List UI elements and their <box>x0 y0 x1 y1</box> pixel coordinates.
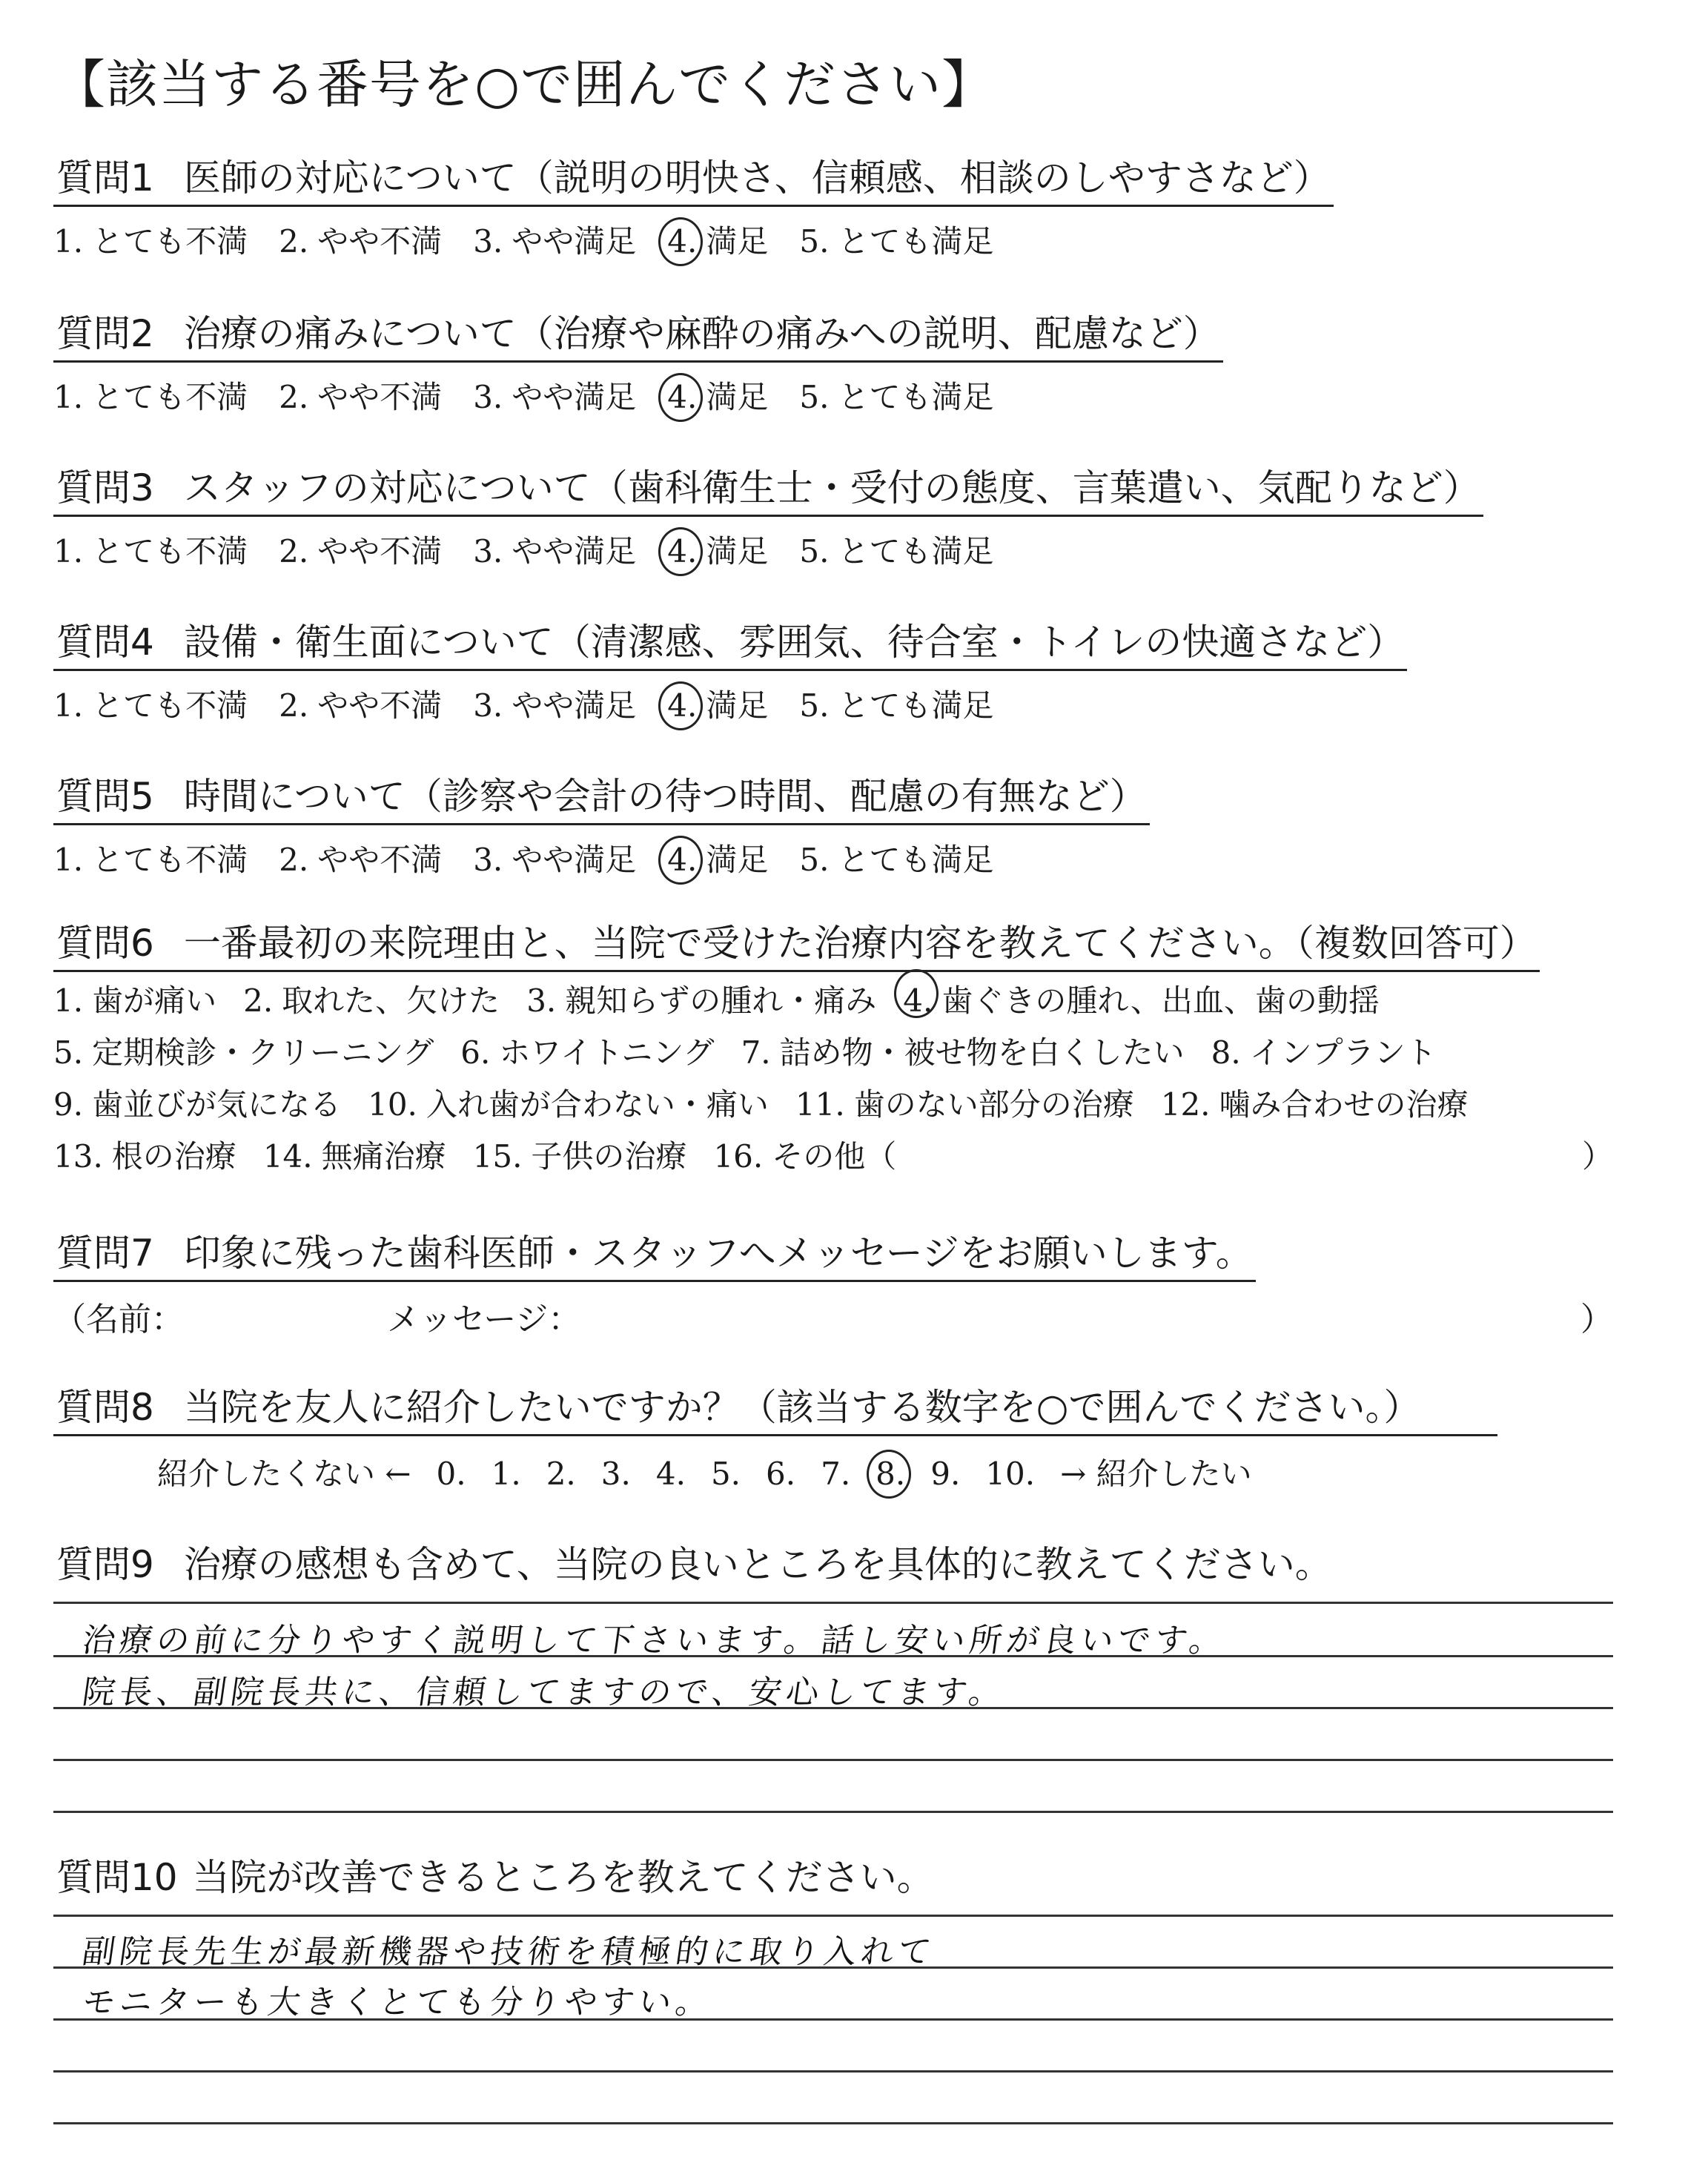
question-text: 時間について（診察や会計の待つ時間、配慮の有無など） <box>183 775 1147 818</box>
answer-line <box>53 1811 1613 1813</box>
option-label: 歯ぐきの腫れ、出血、歯の動揺 <box>941 982 1380 1019</box>
answer-line <box>53 1966 1613 1969</box>
scale-value[interactable]: 5. <box>710 1456 741 1492</box>
rating-option[interactable] <box>799 527 993 572</box>
answer-line <box>53 1655 1613 1657</box>
option-label: とても不満 <box>92 687 248 724</box>
answer-line <box>53 1602 1613 1604</box>
option-label: やや満足 <box>512 687 637 724</box>
question-number: 質問9 <box>56 1543 154 1586</box>
rating-option[interactable] <box>667 373 768 417</box>
question-number: 質問3 <box>56 466 154 509</box>
option-label: とても不満 <box>92 379 248 415</box>
option-number: 3. <box>473 223 503 260</box>
option-label: 詰め物・被せ物を白くしたい <box>779 1034 1185 1071</box>
question-10-heading <box>53 1848 937 1904</box>
option-number: 1. <box>53 687 84 724</box>
question-9 <box>53 1535 1335 1591</box>
question-text: 一番最初の来院理由と、当院で受けた治療内容を教えてください。（複数回答可） <box>183 922 1537 965</box>
option-label: とても満足 <box>838 533 994 569</box>
selected-option-number: 4. <box>667 379 698 415</box>
treatment-option[interactable] <box>53 1027 434 1079</box>
rating-option[interactable] <box>799 373 993 417</box>
question-number: 質問8 <box>56 1386 154 1429</box>
option-number: 1. <box>53 982 84 1019</box>
rating-option[interactable] <box>279 217 442 262</box>
answer-line <box>53 1759 1613 1761</box>
treatment-option[interactable] <box>473 1131 687 1183</box>
option-label: 取れた、欠けた <box>282 982 500 1019</box>
question-8-heading <box>53 1378 1497 1436</box>
option-number: 9. <box>53 1086 84 1123</box>
option-label: 親知らずの腫れ・痛み <box>565 982 877 1019</box>
option-label: 満足 <box>706 687 769 724</box>
treatment-option[interactable] <box>903 975 1380 1027</box>
selected-option-number: 4. <box>903 975 933 1027</box>
other-close: ） <box>1581 1138 1613 1175</box>
question-text: 医師の対応について（説明の明快さ、信頼感、相談のしやすさなど） <box>183 156 1331 199</box>
scale-value[interactable]: 0. <box>436 1456 466 1492</box>
option-label: やや不満 <box>317 842 443 878</box>
option-number: 11. <box>795 1086 845 1123</box>
option-number: 1. <box>53 223 84 260</box>
question-9-heading <box>53 1535 1335 1591</box>
option-label: やや満足 <box>512 379 637 415</box>
q9-answer-line-2: 院長、副院長共に、信頼してますので、安心してます。 <box>79 1674 1009 1711</box>
name-label: （名前： <box>53 1301 184 1338</box>
rating-option[interactable] <box>279 836 442 880</box>
option-label: とても満足 <box>838 687 994 724</box>
question-6-heading <box>53 914 1540 972</box>
rating-options <box>53 836 1150 880</box>
option-number: 2. <box>279 533 309 569</box>
q9-answer-line-1: 治療の前に分りやすく説明して下さいます。話し安い所が良いです。 <box>79 1622 1229 1659</box>
question-5-heading <box>53 767 1150 825</box>
rating-option[interactable] <box>279 373 442 417</box>
option-number: 2. <box>243 982 274 1019</box>
option-label: やや不満 <box>317 379 443 415</box>
option-label: とても不満 <box>92 533 248 569</box>
rating-option[interactable] <box>473 527 636 572</box>
question-4 <box>53 612 1407 726</box>
question-text: スタッフの対応について（歯科衛生士・受付の態度、言葉遣い、気配りなど） <box>183 466 1480 509</box>
option-number: 7. <box>741 1034 771 1071</box>
question-7 <box>53 1223 1613 1340</box>
option-label: 子供の治療 <box>531 1138 687 1175</box>
option-label: 満足 <box>706 533 769 569</box>
option-label: 歯が痛い <box>92 982 217 1019</box>
rating-option[interactable] <box>667 217 768 262</box>
rating-options <box>53 527 1483 572</box>
rating-option[interactable] <box>473 681 636 726</box>
question-text: 設備・衛生面について（清潔感、雰囲気、待合室・トイレの快適さなど） <box>183 621 1405 664</box>
option-number: 3. <box>473 842 503 878</box>
rating-option[interactable] <box>53 373 248 417</box>
treatment-option[interactable] <box>795 1079 1134 1131</box>
scale-value[interactable]: 7. <box>821 1456 851 1492</box>
scale-value[interactable]: 10. <box>985 1456 1036 1492</box>
rating-option[interactable] <box>473 836 636 880</box>
rating-option[interactable] <box>667 527 768 572</box>
treatment-option[interactable] <box>263 1131 446 1183</box>
question-2-heading <box>53 304 1223 363</box>
rating-option[interactable] <box>799 217 993 262</box>
question-6 <box>53 914 1613 1183</box>
rating-options <box>53 373 1223 417</box>
answer-line <box>53 2122 1613 2124</box>
option-label: 歯並びが気になる <box>92 1086 342 1123</box>
question-3-heading <box>53 458 1483 517</box>
option-label: 無痛治療 <box>321 1138 446 1175</box>
question-number: 質問1 <box>56 156 154 199</box>
treatment-options-row <box>53 1131 1613 1183</box>
question-text: 当院を友人に紹介したいですか？（該当する数字を○で囲んでください。） <box>183 1386 1421 1429</box>
treatment-option[interactable] <box>741 1027 1185 1079</box>
answer-line <box>53 2070 1613 2073</box>
rating-option[interactable] <box>279 527 442 572</box>
question-number: 質問2 <box>56 312 154 355</box>
treatment-option[interactable] <box>53 975 216 1027</box>
message-close: ） <box>1580 1301 1613 1338</box>
rating-option[interactable] <box>799 681 993 726</box>
option-number: 2. <box>279 842 309 878</box>
question-10 <box>53 1848 937 1904</box>
question-4-heading <box>53 612 1407 671</box>
message-row <box>53 1292 1613 1340</box>
option-label: 入れ歯が合わない・痛い <box>426 1086 769 1123</box>
option-number: 3. <box>473 533 503 569</box>
option-number: 1. <box>53 842 84 878</box>
option-number: 16. <box>713 1138 764 1175</box>
q10-answer-line-1: 副院長先生が最新機器や技術を積極的に取り入れて <box>79 1933 938 1971</box>
selected-option-number: 4. <box>667 533 698 569</box>
option-label: とても満足 <box>838 842 994 878</box>
option-label: やや満足 <box>512 842 637 878</box>
option-number: 13. <box>53 1138 103 1175</box>
scale-value[interactable]: 1. <box>491 1456 521 1492</box>
option-label: 噛み合わせの治療 <box>1219 1086 1469 1123</box>
treatment-options-row <box>53 1027 1613 1079</box>
option-number: 12. <box>1160 1086 1211 1123</box>
option-label: 歯のない部分の治療 <box>853 1086 1134 1123</box>
option-label: 満足 <box>706 223 769 260</box>
option-number: 2. <box>279 379 309 415</box>
option-label: やや不満 <box>317 223 443 260</box>
option-number: 5. <box>799 379 830 415</box>
selected-option-number: 4. <box>667 687 698 724</box>
rating-option[interactable] <box>53 527 248 572</box>
rating-option[interactable] <box>279 681 442 726</box>
scale-value[interactable]: 9. <box>930 1456 961 1492</box>
question-text: 治療の感想も含めて、当院の良いところを具体的に教えてください。 <box>183 1543 1332 1586</box>
rating-option[interactable] <box>799 836 993 880</box>
question-7-heading <box>53 1223 1256 1282</box>
recommend-scale <box>53 1450 1613 1494</box>
answer-line <box>53 1707 1613 1709</box>
treatment-option[interactable] <box>1211 1027 1437 1079</box>
q10-answer-line-2: モニターも大きくとても分りやすい。 <box>79 1984 715 2021</box>
option-label: 満足 <box>706 842 769 878</box>
question-text: 当院が改善できるところを教えてください。 <box>192 1856 934 1899</box>
treatment-option[interactable] <box>53 1131 236 1183</box>
option-label: やや満足 <box>512 223 637 260</box>
option-number: 6. <box>460 1034 491 1071</box>
question-number: 質問10 <box>56 1856 178 1899</box>
rating-options <box>53 217 1334 262</box>
question-2 <box>53 304 1223 417</box>
message-label: メッセージ： <box>387 1301 581 1338</box>
option-number: 5. <box>799 842 830 878</box>
treatment-option[interactable] <box>713 1131 896 1183</box>
scale-value[interactable]: 4. <box>655 1456 686 1492</box>
option-label: とても不満 <box>92 223 248 260</box>
rating-option[interactable] <box>473 373 636 417</box>
question-8 <box>53 1378 1613 1494</box>
option-number: 5. <box>799 223 830 260</box>
treatment-option[interactable] <box>243 975 500 1027</box>
rating-option[interactable] <box>53 836 248 880</box>
option-number: 3. <box>473 379 503 415</box>
question-3 <box>53 458 1483 572</box>
answer-line <box>53 1915 1613 1917</box>
question-1-heading <box>53 148 1334 207</box>
option-label: とても不満 <box>92 842 248 878</box>
option-label: 根の治療 <box>111 1138 236 1175</box>
treatment-options-row <box>53 1079 1613 1131</box>
option-label: やや不満 <box>317 687 443 724</box>
rating-option[interactable] <box>53 217 248 262</box>
option-label: とても満足 <box>838 223 994 260</box>
selected-scale-value[interactable]: 8. <box>875 1456 906 1492</box>
question-5 <box>53 767 1150 880</box>
option-number: 14. <box>262 1138 313 1175</box>
option-label: やや満足 <box>512 533 637 569</box>
option-number: 3. <box>526 982 557 1019</box>
option-number: 1. <box>53 533 84 569</box>
option-label: とても満足 <box>838 379 994 415</box>
scale-value[interactable]: 2. <box>546 1456 576 1492</box>
selected-option-number: 4. <box>667 842 698 878</box>
option-number: 1. <box>53 379 84 415</box>
option-number: 2. <box>279 223 309 260</box>
question-number: 質問6 <box>56 922 154 965</box>
treatment-option[interactable] <box>460 1027 714 1079</box>
option-number: 5. <box>799 687 830 724</box>
scale-value[interactable]: 3. <box>600 1456 631 1492</box>
option-label: 定期検診・クリーニング <box>92 1034 434 1071</box>
question-number: 質問4 <box>56 621 154 664</box>
option-label: 満足 <box>706 379 769 415</box>
treatment-option[interactable] <box>53 1079 341 1131</box>
scale-value[interactable]: 6. <box>766 1456 796 1492</box>
option-label: インプラント <box>1249 1034 1437 1071</box>
option-number: 5. <box>799 533 830 569</box>
option-number: 5. <box>53 1034 84 1071</box>
option-number: 3. <box>473 687 503 724</box>
treatment-option[interactable] <box>368 1079 769 1131</box>
treatment-options-row <box>53 975 1613 1027</box>
rating-option[interactable] <box>667 681 768 726</box>
rating-option[interactable] <box>473 217 636 262</box>
rating-option[interactable] <box>53 681 248 726</box>
page-title: 【該当する番号を○で囲んでください】 <box>53 54 995 115</box>
rating-option[interactable] <box>667 836 768 880</box>
option-label: やや不満 <box>317 533 443 569</box>
option-number: 2. <box>279 687 309 724</box>
scale-right-label: → 紹介したい <box>1060 1456 1252 1492</box>
rating-options <box>53 681 1407 726</box>
option-number: 15. <box>472 1138 523 1175</box>
option-label: ホワイトニング <box>499 1034 715 1071</box>
option-label: その他（ <box>772 1138 897 1175</box>
question-text: 治療の痛みについて（治療や麻酔の痛みへの説明、配慮など） <box>183 312 1220 355</box>
option-number: 8. <box>1211 1034 1241 1071</box>
treatment-option[interactable] <box>1161 1079 1469 1131</box>
question-number: 質問5 <box>56 775 154 818</box>
scale-left-label: 紹介したくない ← <box>157 1456 411 1492</box>
selected-option-number: 4. <box>667 223 698 260</box>
question-number: 質問7 <box>56 1232 154 1275</box>
option-number: 10. <box>368 1086 417 1123</box>
question-text: 印象に残った歯科医師・スタッフへメッセージをお願いします。 <box>183 1232 1253 1275</box>
treatment-option[interactable] <box>526 975 876 1027</box>
question-1 <box>53 148 1334 262</box>
answer-line <box>53 2018 1613 2021</box>
